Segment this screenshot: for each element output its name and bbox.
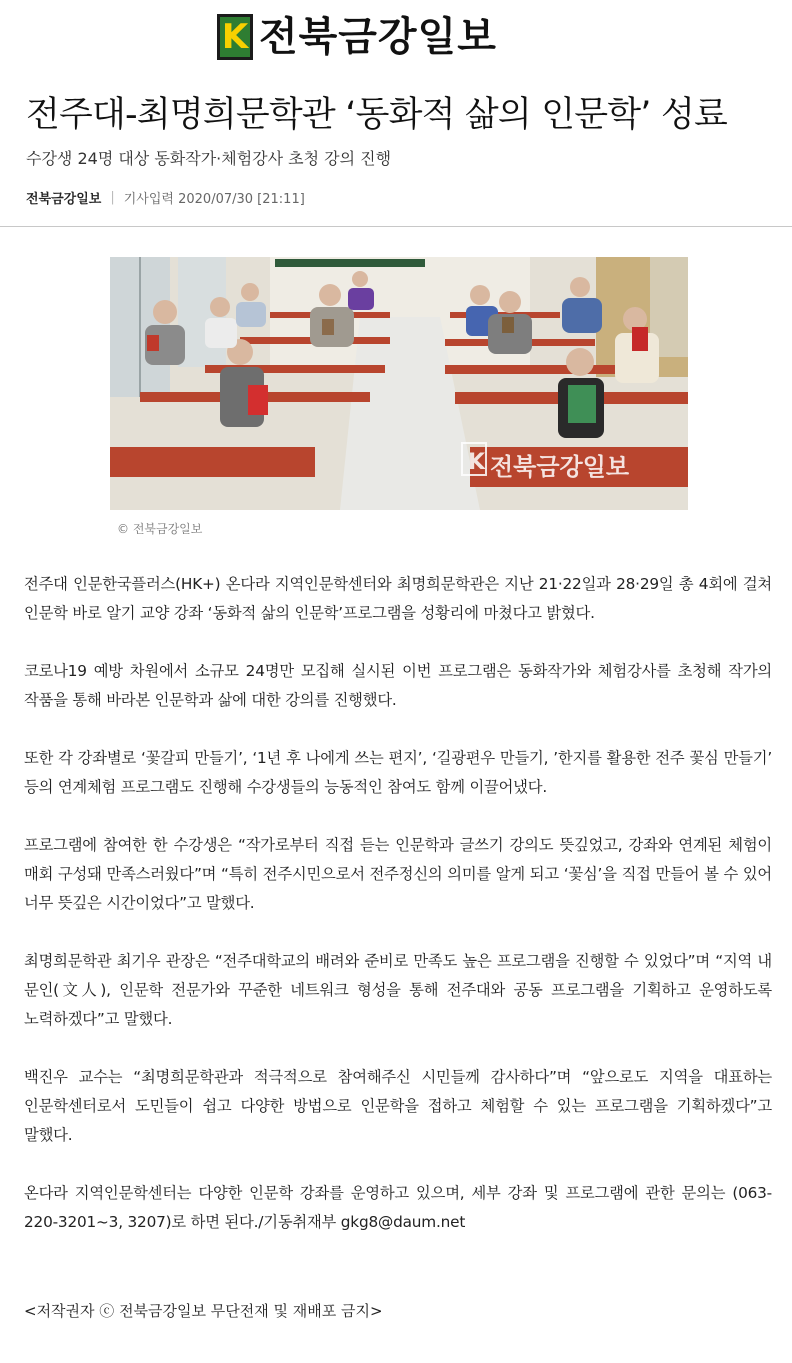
- paragraph: 온다라 지역인문학센터는 다양한 인문학 강좌를 운영하고 있으며, 세부 강좌 및 프로그램에 관한 문의는 (063-220-3201~3, 3207)로 하면 된다./기동취재부 gkg8@daum.net: [24, 1184, 772, 1231]
- photo-caption: © 전북금강일보: [117, 522, 203, 536]
- byline-date: 기사입력 2020/07/30 [21:11]: [123, 192, 305, 207]
- paragraph: 코로나19 예방 차원에서 소규모 24명만 모집해 실시된 이번 프로그램은 동화작가와 체험강사를 초청해 작가의 작품을 통해 바라본 인문학과 삶에 대한 강의를 진행했다.: [24, 662, 772, 709]
- paragraph: 프로그램에 참여한 한 수강생은 “작가로부터 직접 듣는 인문학과 글쓰기 강의도 뜻깊었고, 강좌와 연계된 체험이 매회 구성돼 만족스러웠다”며 “특히 전주시민으로서 전주정신의 의미를 알게 되고 ‘꽃심’을 직접 만들어 볼 수 있어 너무 뜻깊은 시간이었다”고 말했다.: [24, 836, 772, 912]
- paragraph: 또한 각 강좌별로 ‘꽃갈피 만들기’, ‘1년 후 나에게 쓰는 편지’, ‘길광편우 만들기, ’한지를 활용한 전주 꽃심 만들기’ 등의 연계체험 프로그램도 진행해 수강생들의 능동적인 참여도 함께 이끌어냈다.: [24, 749, 772, 796]
- article-title: 전주대-최명희문학관 ‘동화적 삶의 인문학’ 성료: [26, 95, 727, 135]
- logo-mark-icon: K: [217, 14, 253, 60]
- photo-watermark: 전북금강일보: [490, 453, 630, 481]
- paragraph: 백진우 교수는 “최명희문학관과 적극적으로 참여해주신 시민들께 감사하다”며 “앞으로도 지역을 대표하는 인문학센터로서 도민들이 쉽고 다양한 방법으로 인문학을 접하고 체험할 수 있는 프로그램을 기획하겠다”고 말했다.: [24, 1068, 772, 1144]
- paragraph: 최명희문학관 최기우 관장은 “전주대학교의 배려와 준비로 만족도 높은 프로그램을 진행할 수 있었다”며 “지역 내 문인(文人), 인문학 전문가와 꾸준한 네트워크 형성을 통해 전주대와 공동 프로그램을 기획하고 운영하도록 노력하겠다”고 말했다.: [24, 952, 772, 1028]
- site-logo[interactable]: [217, 14, 497, 60]
- copyright-notice: <저작권자 ⓒ 전북금강일보 무단전재 및 재배포 금지>: [24, 1302, 383, 1320]
- byline-divider: |: [110, 190, 115, 205]
- paragraph: 전주대 인문한국플러스(HK+) 온다라 지역인문학센터와 최명희문학관은 지난 21·22일과 28·29일 총 4회에 걸쳐 인문학 바로 알기 교양 강좌 ‘동화적 삶의 인문학’프로그램을 성황리에 마쳤다고 밝혔다.: [24, 575, 772, 622]
- article-body: [24, 570, 772, 1237]
- svg-text:K: K: [468, 450, 486, 475]
- header-divider: [0, 226, 792, 227]
- article-photo[interactable]: [110, 257, 688, 510]
- byline: [26, 188, 305, 207]
- byline-source: 전북금강일보: [26, 192, 102, 207]
- logo-text: 전북금강일보: [259, 14, 497, 60]
- article-subtitle: 수강생 24명 대상 동화작가·체험강사 초청 강의 진행: [26, 149, 392, 168]
- masthead: [0, 0, 792, 80]
